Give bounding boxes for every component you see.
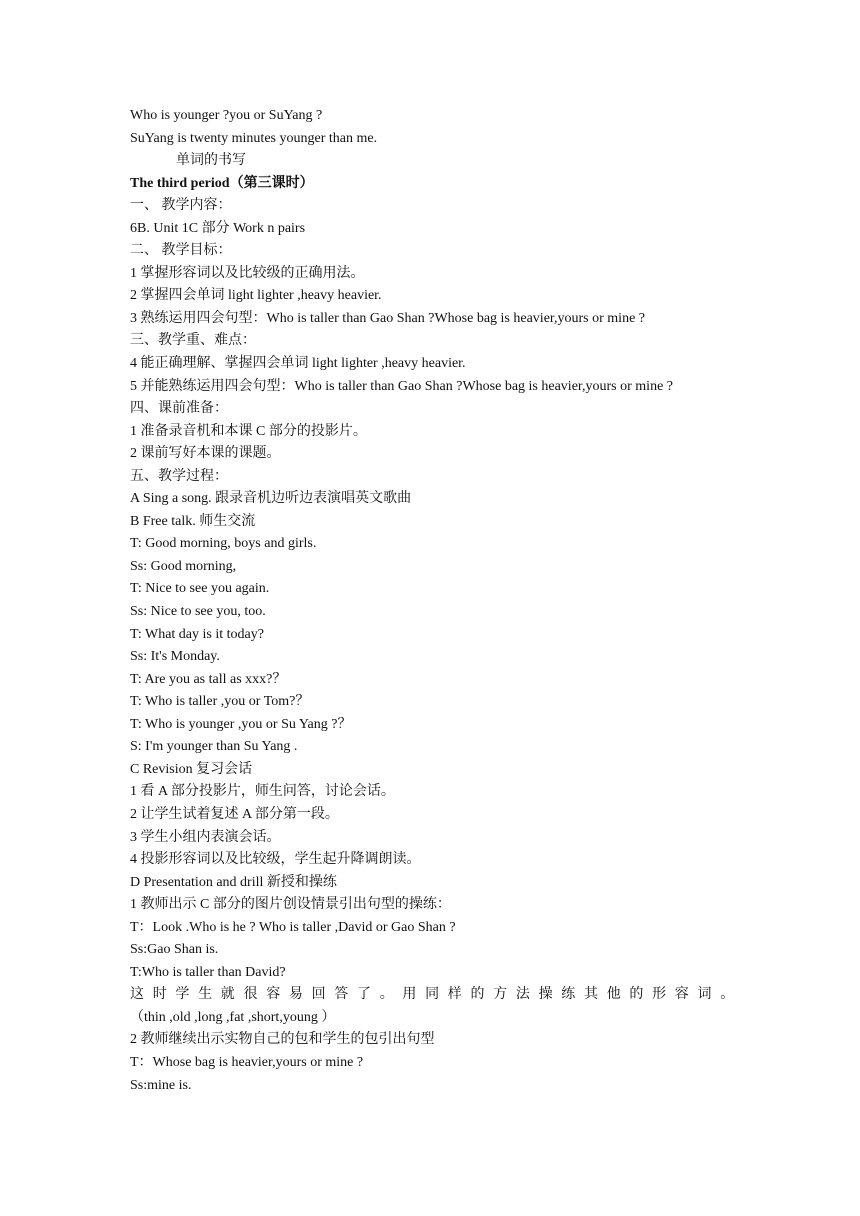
- text-line: 5 并能熟练运用四会句型：Who is taller than Gao Shan ?Whose bag is heavier,yours or mine ?: [130, 378, 673, 394]
- text-line: 一、 教学内容：: [130, 198, 232, 214]
- text-line: 1 掌握形容词以及比较级的正确用法。: [130, 265, 365, 281]
- text-line: S: I'm younger than Su Yang .: [130, 739, 298, 755]
- text-line: SuYang is twenty minutes younger than me.: [130, 130, 378, 146]
- text-line: 3 学生小组内表演会话。: [130, 829, 281, 845]
- text-line: 2 课前写好本课的课题。: [130, 446, 281, 462]
- text-line: 四、课前准备：: [130, 401, 228, 417]
- text-line: C Revision 复习会话: [130, 761, 253, 777]
- text-line: 单词的书写: [176, 153, 246, 169]
- text-line: T: Nice to see you again.: [130, 581, 270, 597]
- text-line: 2 让学生试着复述 A 部分第一段。: [130, 806, 339, 822]
- text-line: 1 看 A 部分投影片，师生问答，讨论会话。: [130, 784, 395, 800]
- text-line: Ss: It's Monday.: [130, 649, 220, 665]
- text-line: B Free talk. 师生交流: [130, 513, 256, 529]
- text-line: 2 教师继续出示实物自己的包和学生的包引出句型: [130, 1032, 435, 1048]
- text-line: 4 投影形容词以及比较级，学生起升降调朗读。: [130, 852, 421, 868]
- text-line: 1 教师出示 C 部分的图片创设情景引出句型的操练：: [130, 897, 451, 913]
- text-line: 6B. Unit 1C 部分 Work n pairs: [130, 220, 306, 236]
- text-line: 二、 教学目标：: [130, 243, 232, 259]
- text-line: 三、教学重、难点：: [130, 333, 256, 349]
- text-line: T：Whose bag is heavier,yours or mine ?: [130, 1054, 364, 1070]
- document-body: [130, 105, 735, 1097]
- text-line: 2 掌握四会单词 light lighter ,heavy heavier.: [130, 288, 382, 304]
- text-line: T：Look .Who is he ? Who is taller ,David or Gao Shan ?: [130, 919, 456, 935]
- text-line: Ss: Good morning,: [130, 558, 237, 574]
- text-line: 五、教学过程：: [130, 468, 228, 484]
- text-line: T: Good morning, boys and girls.: [130, 536, 317, 552]
- section-heading: The third period（第三课时）: [130, 175, 314, 191]
- text-line: 4 能正确理解、掌握四会单词 light lighter ,heavy heavier.: [130, 356, 466, 372]
- text-line: D Presentation and drill 新授和操练: [130, 874, 337, 890]
- text-line: Ss:mine is.: [130, 1077, 192, 1093]
- text-line: 3 熟练运用四会句型：Who is taller than Gao Shan ?Whose bag is heavier,yours or mine ?: [130, 310, 645, 326]
- text-line: T:Who is taller than David?: [130, 964, 286, 980]
- text-line: Ss:Gao Shan is.: [130, 942, 219, 958]
- text-line: A Sing a song. 跟录音机边听边表演唱英文歌曲: [130, 491, 412, 507]
- text-line: T: Who is younger ,you or Su Yang ?？: [130, 716, 352, 732]
- justified-text-line: 这 时 学 生 就 很 容 易 回 答 了 。 用 同 样 的 方 法 操 练 其 他 的 形 容 词 。: [130, 987, 735, 1003]
- text-line: Ss: Nice to see you, too.: [130, 604, 266, 620]
- text-line: T: Who is taller ,you or Tom?？: [130, 694, 310, 710]
- text-line: 1 准备录音机和本课 C 部分的投影片。: [130, 423, 367, 439]
- text-line: Who is younger ?you or SuYang ?: [130, 108, 323, 123]
- text-line: （thin ,old ,long ,fat ,short,young ）: [130, 1009, 336, 1025]
- text-line: T: Are you as tall as xxx?？: [130, 671, 287, 687]
- text-line: T: What day is it today?: [130, 626, 264, 642]
